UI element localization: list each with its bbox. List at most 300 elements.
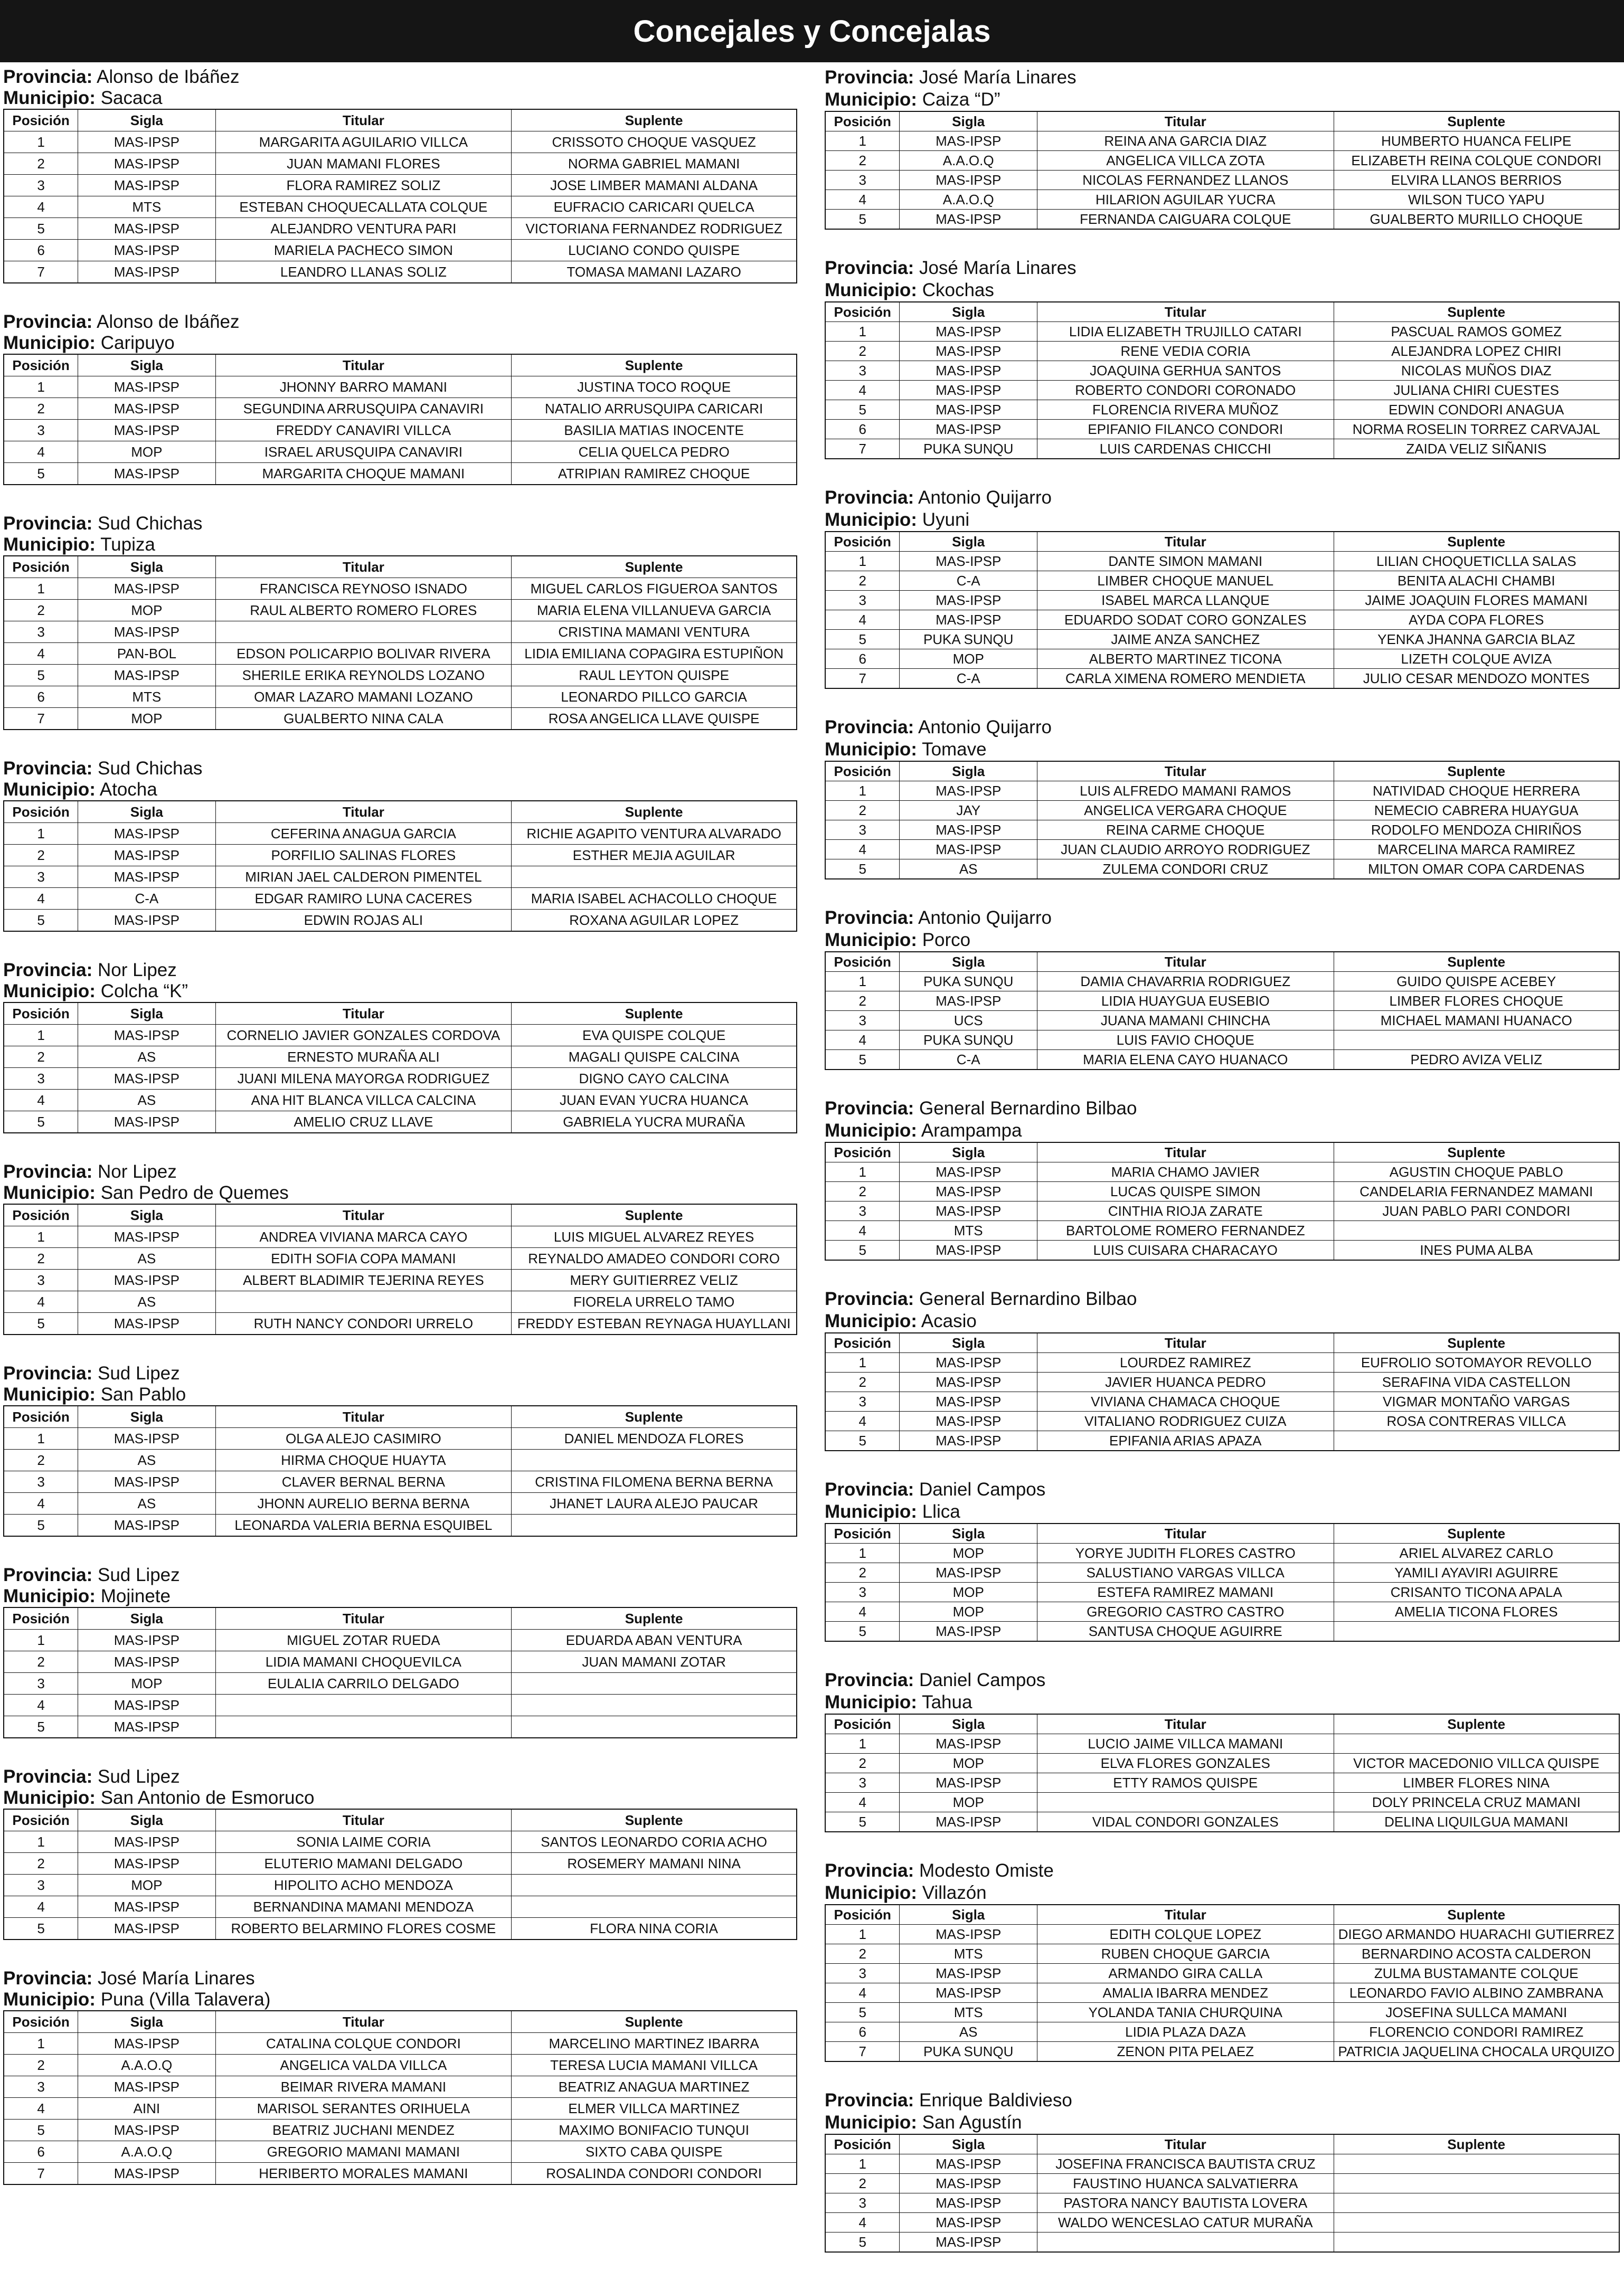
cell-sigla: MAS-IPSP (900, 131, 1037, 151)
municipio-label: Municipio: (3, 88, 96, 108)
municipio-name: Tomave (922, 739, 987, 760)
municipio-line (3, 779, 797, 800)
cell-posicion: 4 (825, 1412, 900, 1431)
cell-posicion: 2 (825, 1182, 900, 1202)
column-header: Suplente (1334, 761, 1619, 781)
column-header: Sigla (78, 1204, 215, 1226)
cell-titular: MARIA CHAMO JAVIER (1037, 1162, 1334, 1182)
table-row (825, 2154, 1619, 2174)
page-title: Concejales y Concejalas (633, 14, 991, 49)
cell-suplente (512, 1695, 797, 1716)
cell-suplente: FREDDY ESTEBAN REYNAGA HUAYLLANI (512, 1313, 797, 1335)
table-row (4, 2076, 797, 2098)
municipality-block (825, 1669, 1620, 1832)
cell-titular: JAIME ANZA SANCHEZ (1037, 630, 1334, 649)
table-row (4, 1853, 797, 1875)
cell-suplente: LILIAN CHOQUETICLLA SALAS (1334, 552, 1619, 571)
cell-sigla: MAS-IPSP (78, 1630, 215, 1651)
table-header-row (4, 1204, 797, 1226)
provincia-line (825, 2089, 1620, 2112)
table-header-row (825, 1333, 1619, 1353)
table-row (825, 859, 1619, 879)
table-header-row (4, 1002, 797, 1025)
cell-suplente: NICOLAS MUÑOS DIAZ (1334, 361, 1619, 381)
cell-titular: VITALIANO RODRIGUEZ CUIZA (1037, 1412, 1334, 1431)
cell-posicion: 7 (4, 708, 78, 730)
cell-suplente (1334, 2193, 1619, 2213)
cell-sigla: MAS-IPSP (900, 820, 1037, 840)
cell-sigla: MAS-IPSP (78, 1918, 215, 1940)
cell-titular: EDGAR RAMIRO LUNA CACERES (215, 888, 512, 910)
cell-titular: MARIELA PACHECO SIMON (215, 240, 512, 261)
column-header: Posición (825, 111, 900, 131)
provincia-name: José María Linares (919, 258, 1077, 278)
cell-titular: GREGORIO CASTRO CASTRO (1037, 1602, 1334, 1622)
table-row (825, 1412, 1619, 1431)
cell-titular: BEATRIZ JUCHANI MENDEZ (215, 2120, 512, 2141)
municipality-block (825, 907, 1620, 1070)
provincia-line (825, 1669, 1620, 1691)
cell-sigla: MAS-IPSP (900, 781, 1037, 801)
cell-posicion: 2 (825, 991, 900, 1011)
cell-suplente: MARCELINO MARTINEZ IBARRA (512, 2033, 797, 2055)
cell-posicion: 3 (825, 2193, 900, 2213)
cell-posicion: 1 (825, 1925, 900, 1944)
cell-sigla: MAS-IPSP (78, 1515, 215, 1537)
table-row (825, 439, 1619, 459)
column-header: Sigla (78, 2011, 215, 2033)
column-header: Sigla (900, 1333, 1037, 1353)
column-header: Titular (1037, 1524, 1334, 1544)
table-row (4, 2033, 797, 2055)
cell-sigla: MAS-IPSP (900, 1734, 1037, 1754)
table-row (825, 1544, 1619, 1563)
cell-sigla: MAS-IPSP (78, 1313, 215, 1335)
table-row (4, 1068, 797, 1090)
municipio-line (825, 1310, 1620, 1332)
provincia-line (3, 1766, 797, 1787)
cell-sigla: MAS-IPSP (900, 2193, 1037, 2213)
cell-sigla: AINI (78, 2098, 215, 2120)
cell-posicion: 5 (4, 1716, 78, 1738)
table-row (825, 801, 1619, 820)
municipio-label: Municipio: (825, 1882, 917, 1903)
cell-titular: LUIS CUISARA CHARACAYO (1037, 1241, 1334, 1261)
council-table (3, 1002, 797, 1133)
municipality-block (825, 257, 1620, 459)
table-row (825, 591, 1619, 610)
table-row (4, 1896, 797, 1918)
column-header: Suplente (1334, 1714, 1619, 1734)
cell-sigla: MOP (78, 1875, 215, 1896)
table-row (825, 1964, 1619, 1983)
cell-titular: VIDAL CONDORI GONZALES (1037, 1812, 1334, 1832)
column-header: Titular (1037, 1142, 1334, 1162)
cell-titular (215, 1695, 512, 1716)
column-header: Posición (4, 801, 78, 823)
cell-posicion: 2 (825, 2174, 900, 2193)
cell-posicion: 3 (825, 1011, 900, 1030)
table-row (4, 686, 797, 708)
column-header: Posición (4, 556, 78, 578)
provincia-name: General Bernardino Bilbao (919, 1098, 1137, 1119)
provincia-label: Provincia: (3, 960, 93, 980)
table-row (4, 2055, 797, 2076)
column-header: Posición (825, 2134, 900, 2154)
cell-sigla: MOP (900, 649, 1037, 669)
cell-suplente: JHANET LAURA ALEJO PAUCAR (512, 1493, 797, 1515)
cell-titular: ZENON PITA PELAEZ (1037, 2042, 1334, 2062)
cell-titular: CLAVER BERNAL BERNA (215, 1471, 512, 1493)
cell-suplente (1334, 1221, 1619, 1241)
cell-posicion: 5 (4, 1515, 78, 1537)
cell-posicion: 4 (825, 840, 900, 859)
provincia-label: Provincia: (3, 1161, 93, 1182)
cell-sigla: MAS-IPSP (900, 1925, 1037, 1944)
cell-titular: ALEJANDRO VENTURA PARI (215, 218, 512, 240)
column-header: Suplente (512, 801, 797, 823)
table-header-row (825, 1714, 1619, 1734)
cell-posicion: 2 (4, 1651, 78, 1673)
cell-sigla: AS (78, 1248, 215, 1270)
municipality-block (3, 1565, 797, 1738)
cell-posicion: 4 (4, 1493, 78, 1515)
council-table (3, 1204, 797, 1335)
cell-sigla: PUKA SUNQU (900, 1030, 1037, 1050)
column-header: Suplente (512, 1204, 797, 1226)
cell-sigla: MAS-IPSP (78, 1716, 215, 1738)
cell-titular: ZULEMA CONDORI CRUZ (1037, 859, 1334, 879)
provincia-label: Provincia: (825, 1289, 914, 1309)
cell-sigla: MAS-IPSP (900, 381, 1037, 400)
column-header: Posición (4, 1002, 78, 1025)
cell-sigla: MAS-IPSP (900, 1412, 1037, 1431)
cell-suplente (512, 1716, 797, 1738)
cell-posicion: 5 (4, 1313, 78, 1335)
table-row (4, 398, 797, 420)
table-row (4, 600, 797, 621)
cell-titular: EDSON POLICARPIO BOLIVAR RIVERA (215, 643, 512, 665)
cell-titular: ANGELICA VILLCA ZOTA (1037, 151, 1334, 171)
page-header (0, 0, 1624, 62)
table-row (4, 240, 797, 261)
cell-titular: BERNANDINA MAMANI MENDOZA (215, 1896, 512, 1918)
table-header-row (825, 761, 1619, 781)
municipio-label: Municipio: (825, 930, 917, 950)
cell-suplente: PASCUAL RAMOS GOMEZ (1334, 322, 1619, 342)
municipality-block (3, 1968, 797, 2185)
council-table (825, 1714, 1620, 1832)
cell-titular: ELVA FLORES GONZALES (1037, 1754, 1334, 1773)
cell-sigla: MAS-IPSP (78, 2120, 215, 2141)
cell-sigla: MAS-IPSP (78, 398, 215, 420)
municipio-name: Sacaca (100, 88, 163, 108)
cell-posicion: 1 (4, 1025, 78, 1046)
municipio-name: Villazón (922, 1882, 987, 1903)
cell-sigla: A.A.O.Q (900, 190, 1037, 210)
cell-titular: PORFILIO SALINAS FLORES (215, 845, 512, 866)
municipio-name: Caiza “D” (922, 89, 1000, 110)
municipio-line (3, 1384, 797, 1405)
municipality-block (825, 67, 1620, 230)
cell-titular (215, 1716, 512, 1738)
cell-posicion: 4 (825, 1030, 900, 1050)
cell-suplente: SANTOS LEONARDO CORIA ACHO (512, 1831, 797, 1853)
table-row (825, 1925, 1619, 1944)
cell-sigla: A.A.O.Q (78, 2055, 215, 2076)
table-row (825, 2232, 1619, 2253)
cell-suplente: ZAIDA VELIZ SIÑANIS (1334, 439, 1619, 459)
table-header-row (825, 1142, 1619, 1162)
column-header: Posición (825, 302, 900, 322)
column-header: Posición (825, 1142, 900, 1162)
cell-suplente: MILTON OMAR COPA CARDENAS (1334, 859, 1619, 879)
cell-posicion: 2 (825, 1944, 900, 1964)
municipio-line (825, 929, 1620, 951)
municipio-line (3, 1182, 797, 1204)
provincia-label: Provincia: (3, 1565, 93, 1585)
cell-titular: EULALIA CARRILO DELGADO (215, 1673, 512, 1695)
cell-suplente: MAGALI QUISPE CALCINA (512, 1046, 797, 1068)
table-row (4, 441, 797, 463)
cell-posicion: 3 (825, 1773, 900, 1793)
cell-suplente: BERNARDINO ACOSTA CALDERON (1334, 1944, 1619, 1964)
cell-titular: LEONARDA VALERIA BERNA ESQUIBEL (215, 1515, 512, 1537)
cell-suplente (1334, 2232, 1619, 2253)
cell-suplente: NATALIO ARRUSQUIPA CARICARI (512, 398, 797, 420)
cell-posicion: 2 (4, 1046, 78, 1068)
cell-suplente: DELINA LIQUILGUA MAMANI (1334, 1812, 1619, 1832)
column-header: Sigla (900, 1524, 1037, 1544)
cell-titular: ERNESTO MURAÑA ALI (215, 1046, 512, 1068)
cell-titular: ESTEFA RAMIREZ MAMANI (1037, 1583, 1334, 1602)
table-row (4, 1493, 797, 1515)
cell-suplente: LUCIANO CONDO QUISPE (512, 240, 797, 261)
cell-sigla: MOP (78, 708, 215, 730)
table-row (4, 218, 797, 240)
cell-sigla: C-A (78, 888, 215, 910)
provincia-name: Modesto Omiste (919, 1860, 1054, 1881)
cell-sigla: MAS-IPSP (900, 1373, 1037, 1392)
table-row (4, 1226, 797, 1248)
cell-sigla: MAS-IPSP (900, 552, 1037, 571)
municipio-label: Municipio: (3, 779, 96, 800)
council-table (825, 111, 1620, 230)
cell-titular: MARISOL SERANTES ORIHUELA (215, 2098, 512, 2120)
cell-sigla: MAS-IPSP (78, 420, 215, 441)
cell-titular: FLORA RAMIREZ SOLIZ (215, 175, 512, 196)
cell-titular: LIDIA ELIZABETH TRUJILLO CATARI (1037, 322, 1334, 342)
cell-posicion: 4 (4, 441, 78, 463)
table-row (825, 820, 1619, 840)
cell-suplente: CANDELARIA FERNANDEZ MAMANI (1334, 1182, 1619, 1202)
provincia-line (3, 758, 797, 779)
cell-sigla: MAS-IPSP (900, 991, 1037, 1011)
municipio-name: Puna (Villa Talavera) (100, 1989, 271, 2010)
cell-suplente: CRISTINA MAMANI VENTURA (512, 621, 797, 643)
table-row (4, 643, 797, 665)
cell-sigla: MTS (900, 1221, 1037, 1241)
cell-sigla: MAS-IPSP (78, 131, 215, 153)
cell-suplente: DIEGO ARMANDO HUARACHI GUTIERREZ (1334, 1925, 1619, 1944)
municipio-label: Municipio: (825, 1311, 917, 1331)
cell-suplente (512, 866, 797, 888)
provincia-name: General Bernardino Bilbao (919, 1289, 1137, 1309)
cell-posicion: 3 (4, 1673, 78, 1695)
cell-suplente: SIXTO CABA QUISPE (512, 2141, 797, 2163)
cell-sigla: MAS-IPSP (900, 1431, 1037, 1451)
provincia-name: José María Linares (919, 67, 1077, 88)
cell-posicion: 3 (825, 1583, 900, 1602)
municipio-line (3, 333, 797, 354)
table-row (4, 708, 797, 730)
column-header: Titular (215, 801, 512, 823)
table-row (4, 888, 797, 910)
municipio-line (3, 534, 797, 555)
municipio-label: Municipio: (825, 1120, 917, 1141)
provincia-line (825, 1860, 1620, 1882)
cell-suplente: ATRIPIAN RAMIREZ CHOQUE (512, 463, 797, 485)
cell-posicion: 2 (825, 571, 900, 591)
council-table (3, 2010, 797, 2185)
table-row (825, 1392, 1619, 1412)
column-header: Titular (215, 1002, 512, 1025)
council-table (825, 2134, 1620, 2253)
cell-posicion: 7 (825, 669, 900, 689)
cell-posicion: 2 (825, 151, 900, 171)
table-row (825, 190, 1619, 210)
table-header-row (4, 801, 797, 823)
column-header: Suplente (1334, 111, 1619, 131)
municipio-name: Tupiza (100, 534, 155, 555)
column-header: Titular (215, 1406, 512, 1428)
cell-titular: JHONN AURELIO BERNA BERNA (215, 1493, 512, 1515)
cell-suplente: ROSA CONTRERAS VILLCA (1334, 1412, 1619, 1431)
cell-sigla: MAS-IPSP (78, 910, 215, 932)
cell-posicion: 1 (825, 1734, 900, 1754)
table-row (4, 866, 797, 888)
municipio-line (3, 88, 797, 109)
municipio-line (825, 1882, 1620, 1904)
table-row (4, 463, 797, 485)
municipality-block (825, 1288, 1620, 1451)
cell-titular: GUALBERTO NINA CALA (215, 708, 512, 730)
municipality-block (825, 1860, 1620, 2062)
provincia-line (825, 1288, 1620, 1310)
cell-titular: JAVIER HUANCA PEDRO (1037, 1373, 1334, 1392)
table-row (825, 552, 1619, 571)
left-column (3, 67, 797, 2213)
cell-posicion: 1 (4, 578, 78, 600)
provincia-line (825, 257, 1620, 279)
column-header: Posición (825, 761, 900, 781)
cell-suplente: JOSE LIMBER MAMANI ALDANA (512, 175, 797, 196)
column-header: Sigla (78, 1002, 215, 1025)
cell-posicion: 1 (825, 1162, 900, 1182)
cell-posicion: 2 (825, 801, 900, 820)
column-header: Suplente (1334, 2134, 1619, 2154)
table-header-row (4, 1809, 797, 1831)
cell-suplente: WILSON TUCO YAPU (1334, 190, 1619, 210)
column-header: Titular (215, 1204, 512, 1226)
cell-suplente: ARIEL ALVAREZ CARLO (1334, 1544, 1619, 1563)
cell-posicion: 6 (4, 2141, 78, 2163)
cell-titular: YORYE JUDITH FLORES CASTRO (1037, 1544, 1334, 1563)
cell-sigla: MAS-IPSP (900, 210, 1037, 230)
column-header: Suplente (512, 1002, 797, 1025)
table-row (825, 1030, 1619, 1050)
cell-posicion: 3 (825, 361, 900, 381)
council-table (825, 951, 1620, 1070)
provincia-label: Provincia: (3, 1968, 93, 1989)
municipio-label: Municipio: (3, 1787, 96, 1808)
cell-titular: LIMBER CHOQUE MANUEL (1037, 571, 1334, 591)
cell-suplente: DIGNO CAYO CALCINA (512, 1068, 797, 1090)
cell-suplente (1334, 1622, 1619, 1642)
cell-titular: FREDDY CANAVIRI VILLCA (215, 420, 512, 441)
cell-suplente: MIGUEL CARLOS FIGUEROA SANTOS (512, 578, 797, 600)
cell-sigla: MAS-IPSP (900, 1622, 1037, 1642)
cell-titular: NICOLAS FERNANDEZ LLANOS (1037, 171, 1334, 190)
cell-posicion: 3 (4, 2076, 78, 2098)
cell-titular: FLORENCIA RIVERA MUÑOZ (1037, 400, 1334, 420)
cell-posicion: 1 (4, 1831, 78, 1853)
provincia-label: Provincia: (3, 1363, 93, 1384)
municipio-label: Municipio: (3, 1182, 96, 1203)
cell-suplente: INES PUMA ALBA (1334, 1241, 1619, 1261)
cell-posicion: 5 (825, 1431, 900, 1451)
table-row (4, 1515, 797, 1537)
table-row (825, 361, 1619, 381)
table-header-row (4, 109, 797, 131)
table-row (825, 1182, 1619, 1202)
column-header: Suplente (1334, 1524, 1619, 1544)
cell-posicion: 2 (4, 1248, 78, 1270)
municipio-name: San Agustín (922, 2112, 1022, 2133)
cell-titular: ELUTERIO MAMANI DELGADO (215, 1853, 512, 1875)
cell-suplente (512, 1450, 797, 1471)
cell-sigla: MAS-IPSP (900, 171, 1037, 190)
table-row (4, 823, 797, 845)
table-row (4, 665, 797, 686)
table-row (825, 1373, 1619, 1392)
cell-suplente: NORMA ROSELIN TORREZ CARVAJAL (1334, 420, 1619, 439)
table-row (4, 2141, 797, 2163)
provincia-name: Nor Lipez (97, 960, 177, 980)
municipio-name: Caripuyo (100, 333, 175, 353)
cell-suplente: NATIVIDAD CHOQUE HERRERA (1334, 781, 1619, 801)
cell-posicion: 1 (825, 1353, 900, 1373)
municipio-label: Municipio: (825, 739, 917, 760)
cell-suplente (512, 1515, 797, 1537)
cell-titular: RENE VEDIA CORIA (1037, 342, 1334, 361)
cell-titular: LIDIA PLAZA DAZA (1037, 2022, 1334, 2042)
column-header: Titular (1037, 2134, 1334, 2154)
table-row (4, 2163, 797, 2185)
council-table (3, 354, 797, 485)
cell-sigla: MAS-IPSP (78, 1471, 215, 1493)
cell-suplente: LIZETH COLQUE AVIZA (1334, 649, 1619, 669)
cell-titular (1037, 2232, 1334, 2253)
cell-titular: CORNELIO JAVIER GONZALES CORDOVA (215, 1025, 512, 1046)
cell-posicion: 1 (4, 1428, 78, 1450)
column-header: Sigla (78, 109, 215, 131)
cell-suplente: YENKA JHANNA GARCIA BLAZ (1334, 630, 1619, 649)
cell-suplente (512, 1896, 797, 1918)
municipio-name: Tahua (922, 1692, 972, 1713)
table-row (4, 1918, 797, 1940)
cell-sigla: MAS-IPSP (78, 1695, 215, 1716)
